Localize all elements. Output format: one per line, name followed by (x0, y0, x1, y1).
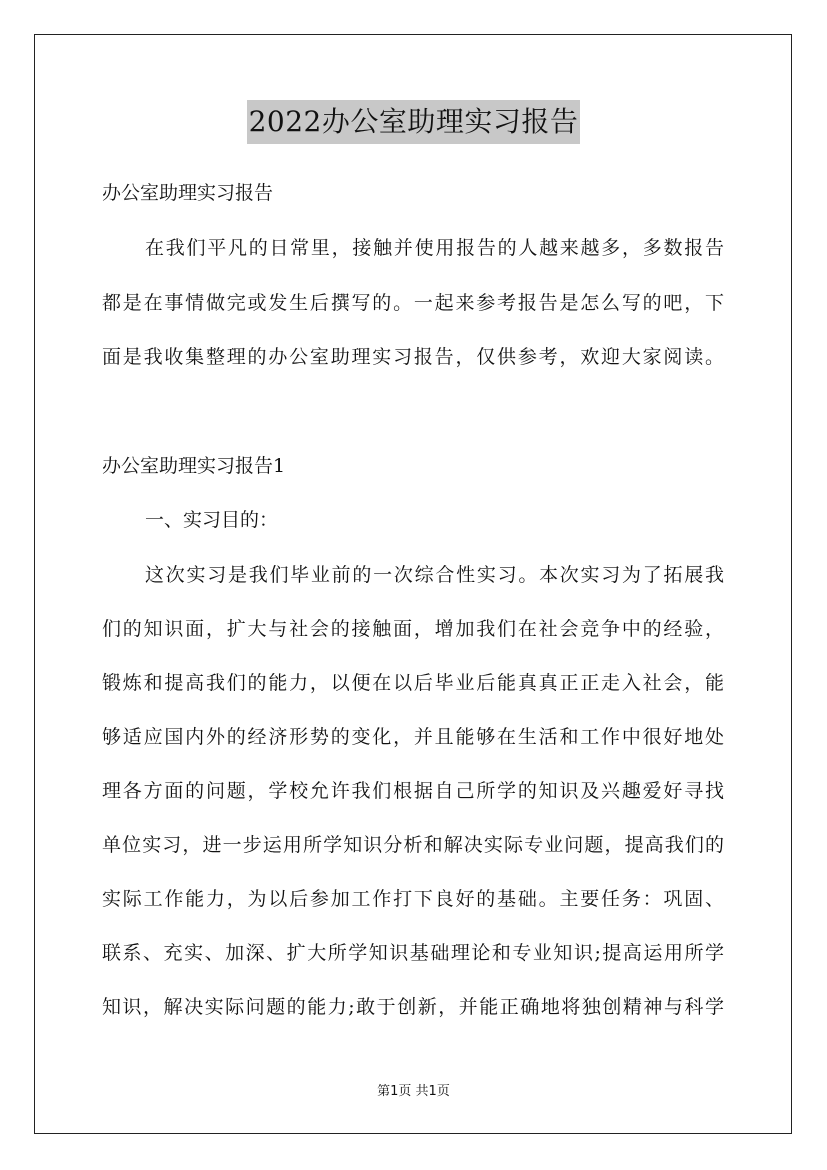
body-line-9: 知识，解决实际问题的能力;敢于创新，并能正确地将独创精神与科学 (102, 996, 724, 1018)
body-line-6: 单位实习，进一步运用所学知识分析和解决实际专业问题，提高我们的 (102, 834, 724, 856)
body-line-4: 够适应国内外的经济形势的变化，并且能够在生活和工作中很好地处 (102, 726, 724, 748)
intro-line-3: 面是我收集整理的办公室助理实习报告，仅供参考，欢迎大家阅读。 (102, 346, 724, 368)
document-subtitle: 办公室助理实习报告 (102, 182, 274, 204)
page-number-footer: 第1页 共1页 (377, 1084, 450, 1099)
body-line-1: 这次实习是我们毕业前的一次综合性实习。本次实习为了拓展我 (145, 564, 724, 586)
document-title: 2022办公室助理实习报告 (247, 100, 581, 144)
intro-line-2: 都是在事情做完或发生后撰写的。一起来参考报告是怎么写的吧，下 (102, 292, 724, 314)
body-line-5: 理各方面的问题，学校允许我们根据自己所学的知识及兴趣爱好寻找 (102, 780, 724, 802)
intro-line-1: 在我们平凡的日常里，接触并使用报告的人越来越多，多数报告 (145, 237, 724, 259)
section-heading: 办公室助理实习报告1 (102, 455, 286, 477)
body-line-3: 锻炼和提高我们的能力，以便在以后毕业后能真真正正走入社会，能 (102, 672, 724, 694)
title-container (0, 100, 827, 144)
body-line-2: 们的知识面，扩大与社会的接触面，增加我们在社会竞争中的经验， (102, 618, 724, 640)
body-line-7: 实际工作能力，为以后参加工作打下良好的基础。主要任务：巩固、 (102, 888, 724, 910)
body-line-8: 联系、充实、加深、扩大所学知识基础理论和专业知识;提高运用所学 (102, 942, 724, 964)
item-heading: 一、实习目的： (145, 509, 279, 531)
